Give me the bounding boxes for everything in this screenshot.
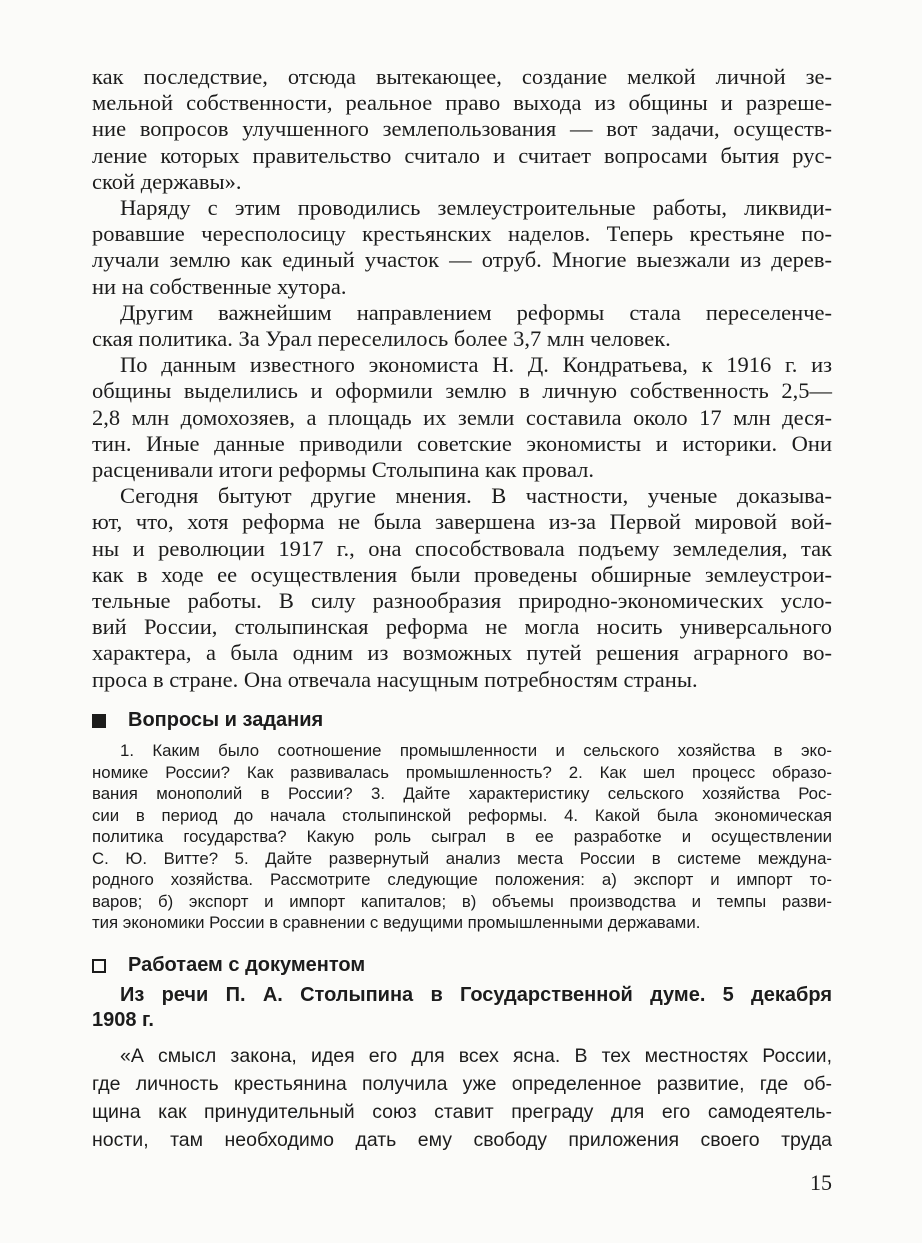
text-line: проса в стране. Она отвечала насущным потребностям страны.: [92, 666, 698, 692]
text-line: расценивали итоги реформы Столыпина как провал.: [92, 457, 595, 483]
text-line: политика государства? Какую роль сыграл в ее разработке и осуществлении: [92, 827, 832, 846]
text-line: характера, а была одним из возможных путей решения аграрного во-: [92, 640, 832, 666]
text-line: мельной собственности, реальное право выхода из общины и разреше-: [92, 90, 832, 116]
text-line: ление которых правительство считало и считает вопросами бытия рус-: [92, 142, 832, 168]
text-line: ности, там необходимо дать ему свободу приложения своего труда: [92, 1129, 832, 1151]
text-line: Сегодня бытуют другие мнения. В частности, ученые доказыва-: [120, 483, 832, 509]
document-quote: [92, 1042, 832, 1154]
text-line: тельные работы. В силу разнообразия природно-экономических усло-: [92, 588, 832, 614]
page-number: 15: [810, 1170, 832, 1195]
main-text: [92, 64, 832, 693]
text-line: «А смысл закона, идея его для всех ясна. В тех местностях России,: [120, 1045, 832, 1067]
text-line: По данным известного экономиста Н. Д. Кондратьева, к 1916 г. из: [120, 352, 832, 378]
text-line: родного хозяйства. Рассмотрите следующие положения: а) экспорт и импорт то-: [92, 870, 832, 889]
questions-heading: [92, 709, 323, 732]
text-line: лучали землю как единый участок — отруб. Многие выезжали из дерев-: [92, 247, 832, 273]
text-line: тия экономики России в сравнении с ведущими промышленными державами.: [92, 913, 701, 932]
text-line: где личность крестьянина получила уже определенное развитие, где об-: [92, 1073, 832, 1095]
text-line: 2,8 млн домохозяев, а площадь их земли составила около 17 млн деся-: [92, 404, 832, 430]
text-line: ют, что, хотя реформа не была завершена из-за Первой мировой вой-: [92, 509, 832, 535]
text-line: как последствие, отсюда вытекающее, создание мелкой личной зе-: [92, 64, 832, 89]
text-line: тин. Иные данные приводили советские экономисты и историки. Они: [92, 430, 832, 456]
filled-square-icon: [92, 714, 106, 728]
text-line: ние вопросов улучшенного землепользования — вот задачи, осуществ-: [92, 116, 832, 142]
document-heading: [92, 954, 365, 977]
text-line: ская политика. За Урал переселилось более 3,7 млн человек.: [92, 326, 671, 352]
text-line: как в ходе ее осуществления были проведены обширные землеустрои-: [92, 561, 832, 587]
text-line: вий России, столыпинская реформа не могла носить универсального: [92, 614, 832, 640]
text-line: ской державы».: [92, 168, 242, 194]
text-line: Другим важнейшим направлением реформы стала переселенче-: [120, 299, 832, 325]
questions-heading-text: Вопросы и задания: [128, 709, 324, 731]
open-square-icon: [92, 959, 106, 973]
text-line: вания монополий в России? 3. Дайте характеристику сельского хозяйства Рос-: [92, 784, 832, 803]
document-title-line: Из речи П. А. Столыпина в Государственной думе. 5 декабря: [120, 984, 832, 1006]
text-line: щина как принудительный союз ставит преграду для его самодеятель-: [92, 1101, 832, 1123]
text-line: ни на собственные хутора.: [92, 273, 347, 299]
document-title: [92, 983, 832, 1033]
text-line: сии в период до начала столыпинской реформы. 4. Какой была экономическая: [92, 805, 832, 825]
text-line: общины выделились и оформили землю в личную собственность 2,5—: [92, 378, 832, 404]
questions-list: [92, 740, 832, 934]
text-line: 1. Каким было соотношение промышленности и сельского хозяйства в эко-: [120, 741, 832, 760]
text-line: ровавшие чересполосицу крестьянских наделов. Теперь крестьяне по-: [92, 221, 832, 247]
text-line: варов; б) экспорт и импорт капиталов; в) объемы производства и темпы разви-: [92, 891, 832, 911]
text-line: Наряду с этим проводились землеустроительные работы, ликвиди-: [120, 195, 832, 221]
document-heading-text: Работаем с документом: [128, 954, 366, 976]
document-title-line: 1908 г.: [92, 1009, 154, 1031]
text-line: ны и революции 1917 г., она способствовала подъему земледелия, так: [92, 535, 832, 561]
text-line: номике России? Как развивалась промышленность? 2. Как шел процесс образо-: [92, 762, 832, 782]
text-line: С. Ю. Витте? 5. Дайте развернутый анализ места России в системе междуна-: [92, 848, 832, 868]
